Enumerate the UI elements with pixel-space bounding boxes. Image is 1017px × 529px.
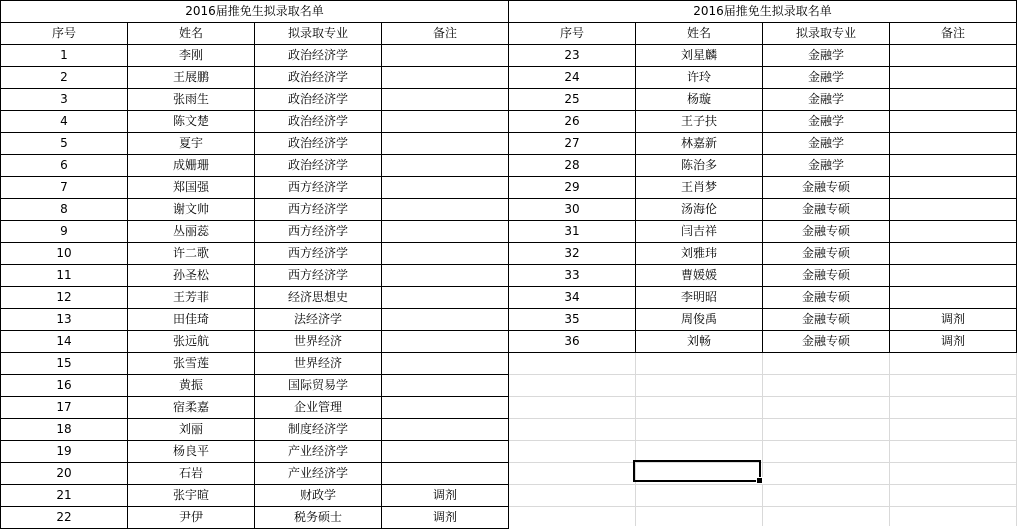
table-cell[interactable]: 杨良平 (128, 441, 255, 463)
table-row (1, 463, 509, 485)
table-cell[interactable]: 金融学 (763, 155, 890, 177)
table-cell[interactable]: 刘畅 (636, 331, 763, 353)
table-cell[interactable]: 17 (1, 397, 128, 419)
table-cell[interactable]: 25 (509, 89, 636, 111)
table-cell[interactable]: 制度经济学 (255, 419, 382, 441)
table-row (509, 199, 1017, 221)
table-cell[interactable]: 21 (1, 485, 128, 507)
table-row (1, 331, 509, 353)
table-cell[interactable] (890, 287, 1017, 309)
table-cell[interactable]: 7 (1, 177, 128, 199)
table-cell[interactable]: 20 (1, 463, 128, 485)
table-cell[interactable]: 13 (1, 309, 128, 331)
table-cell[interactable]: 陈文楚 (128, 111, 255, 133)
table-row (1, 89, 509, 111)
table-cell[interactable] (382, 375, 509, 397)
table-cell[interactable]: 张远航 (128, 331, 255, 353)
table-cell[interactable] (890, 221, 1017, 243)
table-cell[interactable]: 世界经济 (255, 353, 382, 375)
table-row (1, 507, 509, 529)
table-row (1, 45, 509, 67)
table-cell[interactable]: 汤海伦 (636, 199, 763, 221)
table-cell[interactable]: 田佳琦 (128, 309, 255, 331)
table-cell[interactable]: 世界经济 (255, 331, 382, 353)
table-cell[interactable]: 法经济学 (255, 309, 382, 331)
table-cell[interactable]: 产业经济学 (255, 441, 382, 463)
table-cell[interactable]: 刘星麟 (636, 45, 763, 67)
table-cell[interactable]: 西方经济学 (255, 243, 382, 265)
table-cell[interactable]: 金融专硕 (763, 221, 890, 243)
column-header[interactable]: 拟录取专业 (255, 23, 382, 45)
table-cell[interactable]: 周俊禹 (636, 309, 763, 331)
table-cell[interactable]: 33 (509, 265, 636, 287)
table-cell[interactable]: 西方经济学 (255, 199, 382, 221)
table-cell[interactable] (382, 287, 509, 309)
table-cell[interactable]: 企业管理 (255, 397, 382, 419)
table-row (1, 309, 509, 331)
table-row (509, 177, 1017, 199)
table-cell[interactable]: 刘雅玮 (636, 243, 763, 265)
table-cell[interactable]: 金融学 (763, 89, 890, 111)
table-row (509, 221, 1017, 243)
table-cell[interactable]: 政治经济学 (255, 155, 382, 177)
table-cell[interactable]: 调剂 (382, 485, 509, 507)
table-cell[interactable]: 政治经济学 (255, 45, 382, 67)
table-cell[interactable] (382, 265, 509, 287)
table-cell[interactable]: 5 (1, 133, 128, 155)
table-cell[interactable]: 金融学 (763, 67, 890, 89)
column-header[interactable]: 姓名 (128, 23, 255, 45)
table-cell[interactable]: 22 (1, 507, 128, 529)
table-cell[interactable]: 15 (1, 353, 128, 375)
table-cell[interactable]: 28 (509, 155, 636, 177)
table-cell[interactable]: 26 (509, 111, 636, 133)
table-cell[interactable]: 调剂 (382, 507, 509, 529)
column-header[interactable]: 序号 (509, 23, 636, 45)
column-header[interactable]: 序号 (1, 23, 128, 45)
table-cell[interactable]: 3 (1, 89, 128, 111)
table-cell[interactable] (382, 353, 509, 375)
table-cell[interactable]: 刘丽 (128, 419, 255, 441)
table-cell[interactable]: 2 (1, 67, 128, 89)
table-cell[interactable]: 政治经济学 (255, 133, 382, 155)
table-cell[interactable] (890, 155, 1017, 177)
table-row (509, 67, 1017, 89)
table-cell[interactable]: 王子扶 (636, 111, 763, 133)
table-cell[interactable] (382, 67, 509, 89)
table-cell[interactable] (890, 45, 1017, 67)
table-row (509, 243, 1017, 265)
table-cell[interactable] (382, 331, 509, 353)
table-cell[interactable]: 闫吉祥 (636, 221, 763, 243)
table-cell[interactable] (382, 177, 509, 199)
table-cell[interactable]: 林嘉新 (636, 133, 763, 155)
table-row (509, 309, 1017, 331)
table-cell[interactable]: 金融学 (763, 133, 890, 155)
table-cell[interactable]: 王肖梦 (636, 177, 763, 199)
table-cell[interactable]: 18 (1, 419, 128, 441)
table-cell[interactable] (382, 419, 509, 441)
table-cell[interactable]: 35 (509, 309, 636, 331)
table-cell[interactable]: 32 (509, 243, 636, 265)
table-cell[interactable] (382, 463, 509, 485)
table-cell[interactable] (382, 89, 509, 111)
table-cell[interactable] (382, 309, 509, 331)
column-header[interactable]: 备注 (382, 23, 509, 45)
table-cell[interactable]: 许二歌 (128, 243, 255, 265)
table-cell[interactable]: 许玲 (636, 67, 763, 89)
table-cell[interactable]: 调剂 (890, 309, 1017, 331)
table-cell[interactable]: 张雨生 (128, 89, 255, 111)
table-cell[interactable] (382, 243, 509, 265)
table-cell[interactable]: 王展鹏 (128, 67, 255, 89)
table-cell[interactable]: 36 (509, 331, 636, 353)
table-cell[interactable] (890, 89, 1017, 111)
table-row (1, 287, 509, 309)
table-cell[interactable]: 夏宇 (128, 133, 255, 155)
table-cell[interactable]: 29 (509, 177, 636, 199)
table-row (1, 485, 509, 507)
table-cell[interactable]: 14 (1, 331, 128, 353)
table-cell[interactable]: 34 (509, 287, 636, 309)
table-cell[interactable]: 政治经济学 (255, 89, 382, 111)
table-row (1, 177, 509, 199)
table-cell[interactable]: 张宇暄 (128, 485, 255, 507)
table-cell[interactable]: 政治经济学 (255, 67, 382, 89)
table-cell[interactable]: 石岩 (128, 463, 255, 485)
table-cell[interactable]: 12 (1, 287, 128, 309)
column-header[interactable]: 备注 (890, 23, 1017, 45)
table-cell[interactable]: 30 (509, 199, 636, 221)
table-cell[interactable]: 黄振 (128, 375, 255, 397)
table-cell[interactable]: 金融专硕 (763, 331, 890, 353)
table-cell[interactable] (382, 133, 509, 155)
table-cell[interactable]: 金融专硕 (763, 177, 890, 199)
table-cell[interactable] (382, 45, 509, 67)
table-cell[interactable]: 10 (1, 243, 128, 265)
table-row (509, 287, 1017, 309)
table-row (1, 265, 509, 287)
table-cell[interactable] (890, 243, 1017, 265)
table-cell[interactable]: 李刚 (128, 45, 255, 67)
table-cell[interactable]: 金融专硕 (763, 199, 890, 221)
table-cell[interactable] (890, 265, 1017, 287)
table-row (1, 419, 509, 441)
empty-grid-area[interactable] (508, 352, 1017, 526)
table-cell[interactable]: 金融学 (763, 45, 890, 67)
table-cell[interactable]: 23 (509, 45, 636, 67)
table-cell[interactable]: 尹伊 (128, 507, 255, 529)
table-cell[interactable]: 4 (1, 111, 128, 133)
table-cell[interactable]: 陈治多 (636, 155, 763, 177)
table-cell[interactable] (382, 199, 509, 221)
table-cell[interactable] (382, 155, 509, 177)
column-header[interactable]: 姓名 (636, 23, 763, 45)
table-title[interactable]: 2016届推免生拟录取名单 (1, 1, 509, 23)
table-row (1, 155, 509, 177)
table-cell[interactable]: 成姗珊 (128, 155, 255, 177)
table-cell[interactable]: 24 (509, 67, 636, 89)
table-cell[interactable]: 财政学 (255, 485, 382, 507)
table-row (1, 221, 509, 243)
table-cell[interactable] (890, 67, 1017, 89)
table-row (509, 331, 1017, 353)
table-cell[interactable]: 孙圣松 (128, 265, 255, 287)
table-cell[interactable] (890, 133, 1017, 155)
table-cell[interactable]: 调剂 (890, 331, 1017, 353)
table-cell[interactable]: 曹媛媛 (636, 265, 763, 287)
table-row (509, 265, 1017, 287)
table-cell[interactable]: 金融专硕 (763, 265, 890, 287)
table-cell[interactable]: 西方经济学 (255, 265, 382, 287)
table-cell[interactable]: 政治经济学 (255, 111, 382, 133)
column-header[interactable]: 拟录取专业 (763, 23, 890, 45)
table-cell[interactable]: 杨璇 (636, 89, 763, 111)
table-cell[interactable]: 王芳菲 (128, 287, 255, 309)
table-cell[interactable]: 金融专硕 (763, 309, 890, 331)
right-admission-table (508, 0, 1017, 353)
table-row (509, 111, 1017, 133)
table-cell[interactable]: 11 (1, 265, 128, 287)
table-cell[interactable]: 16 (1, 375, 128, 397)
table-cell[interactable]: 27 (509, 133, 636, 155)
table-row (1, 441, 509, 463)
table-cell[interactable]: 西方经济学 (255, 221, 382, 243)
table-cell[interactable]: 31 (509, 221, 636, 243)
table-row (1, 111, 509, 133)
table-row (509, 155, 1017, 177)
table-cell[interactable]: 6 (1, 155, 128, 177)
header-row (1, 23, 509, 45)
table-cell[interactable]: 8 (1, 199, 128, 221)
table-cell[interactable]: 金融专硕 (763, 243, 890, 265)
table-cell[interactable]: 税务硕士 (255, 507, 382, 529)
table-row (509, 45, 1017, 67)
table-cell[interactable]: 19 (1, 441, 128, 463)
header-row (509, 23, 1017, 45)
table-row (509, 89, 1017, 111)
table-row (1, 353, 509, 375)
selected-cell[interactable] (633, 460, 761, 482)
table-cell[interactable] (382, 441, 509, 463)
table-row (1, 397, 509, 419)
table-cell[interactable]: 西方经济学 (255, 177, 382, 199)
table-row (509, 133, 1017, 155)
table-cell[interactable]: 张雪莲 (128, 353, 255, 375)
table-cell[interactable]: 金融学 (763, 111, 890, 133)
table-row (1, 133, 509, 155)
table-cell[interactable]: 经济思想史 (255, 287, 382, 309)
table-cell[interactable] (890, 177, 1017, 199)
table-row (1, 375, 509, 397)
table-cell[interactable]: 宿柔嘉 (128, 397, 255, 419)
table-cell[interactable]: 李明昭 (636, 287, 763, 309)
table-cell[interactable] (382, 221, 509, 243)
table-cell[interactable]: 国际贸易学 (255, 375, 382, 397)
table-row (1, 243, 509, 265)
table-cell[interactable] (890, 111, 1017, 133)
table-cell[interactable]: 金融专硕 (763, 287, 890, 309)
table-row (1, 67, 509, 89)
table-cell[interactable]: 谢文帅 (128, 199, 255, 221)
table-cell[interactable]: 1 (1, 45, 128, 67)
table-cell[interactable]: 郑国强 (128, 177, 255, 199)
table-cell[interactable] (890, 199, 1017, 221)
table-cell[interactable] (382, 111, 509, 133)
table-cell[interactable] (382, 397, 509, 419)
table-title[interactable]: 2016届推免生拟录取名单 (509, 1, 1017, 23)
table-cell[interactable]: 产业经济学 (255, 463, 382, 485)
table-cell[interactable]: 丛丽蕊 (128, 221, 255, 243)
table-cell[interactable]: 9 (1, 221, 128, 243)
table-row (1, 199, 509, 221)
